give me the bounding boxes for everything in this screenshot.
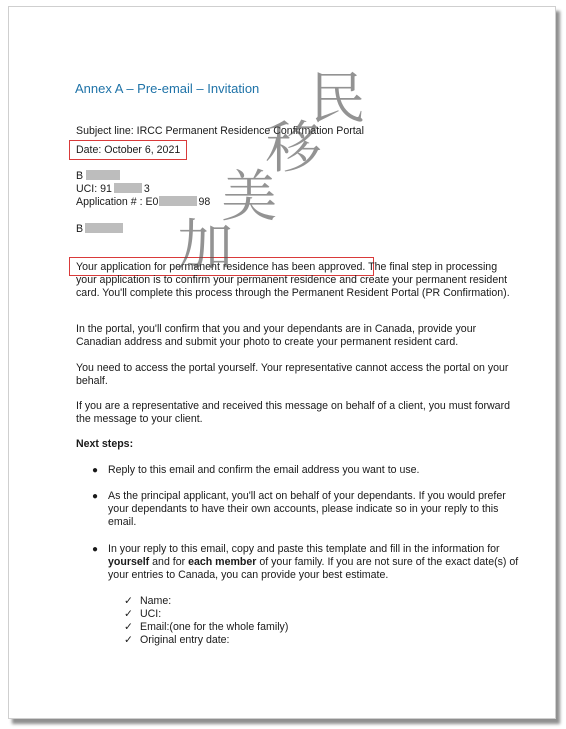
date-line: Date: October 6, 2021 bbox=[76, 144, 181, 156]
annex-heading: Annex A – Pre-email – Invitation bbox=[75, 81, 260, 96]
addressee-name: B bbox=[76, 170, 120, 183]
check-icon: ✓ bbox=[124, 608, 133, 620]
check-icon: ✓ bbox=[124, 634, 133, 646]
application-number-line: Application # : E0 98 bbox=[76, 196, 211, 208]
watermark-glyph: 移 bbox=[265, 116, 324, 182]
subject-line: Subject line: IRCC Permanent Residence Confirmation Portal bbox=[76, 125, 364, 137]
bullet-dot: ● bbox=[92, 465, 99, 476]
next-steps-heading: Next steps: bbox=[76, 438, 134, 450]
redaction-bar bbox=[85, 223, 123, 233]
uci-line: UCI: 91 3 bbox=[76, 183, 150, 195]
paragraph-approval: Your application for permanent residence has been approved. The final step in processing your application is to confirm your permanent residence and create your permanent resident card. You'll complete this process through the Permanent Resident Portal (PR Confirmation). bbox=[76, 261, 510, 299]
paragraph-representative: If you are a representative and received this message on behalf of a client, you must forward the message to your client. bbox=[76, 400, 510, 425]
bullet-reply: Reply to this email and confirm the email address you want to use. bbox=[108, 464, 420, 476]
watermark bbox=[157, 41, 393, 291]
checklist-item-uci: UCI: bbox=[140, 608, 162, 620]
watermark-glyph: 加 bbox=[177, 214, 236, 280]
redaction-bar bbox=[114, 183, 142, 193]
checklist-item-entry-date: Original entry date: bbox=[140, 634, 230, 646]
check-icon: ✓ bbox=[124, 595, 133, 607]
greeting-line: B bbox=[76, 223, 123, 236]
paragraph-access: You need to access the portal yourself. Your representative cannot access the portal on your behalf. bbox=[76, 362, 509, 387]
bullet-template: In your reply to this email, copy and paste this template and fill in the information for yourself and for each member of your family. If you are not sure of the exact date(s) of your entries to Canada, you can provide your best estimate. bbox=[108, 543, 519, 581]
bullet-dot: ● bbox=[92, 544, 99, 555]
bullet-dot: ● bbox=[92, 491, 99, 502]
bullet-principal-applicant: As the principal applicant, you'll act on behalf of your dependants. If you would prefer your dependants to have their own accounts, please indicate so in your reply to this email. bbox=[108, 490, 506, 528]
document-page bbox=[8, 6, 556, 719]
checklist-item-email: Email:(one for the whole family) bbox=[140, 621, 289, 633]
paragraph-portal: In the portal, you'll confirm that you and your dependants are in Canada, provide your Canadian address and submit your photo to create your permanent resident card. bbox=[76, 323, 477, 348]
watermark-glyph: 民 bbox=[309, 67, 368, 133]
redaction-bar bbox=[86, 170, 120, 180]
check-icon: ✓ bbox=[124, 621, 133, 633]
watermark-glyph: 美 bbox=[221, 165, 280, 231]
checklist-item-name: Name: bbox=[140, 595, 172, 607]
